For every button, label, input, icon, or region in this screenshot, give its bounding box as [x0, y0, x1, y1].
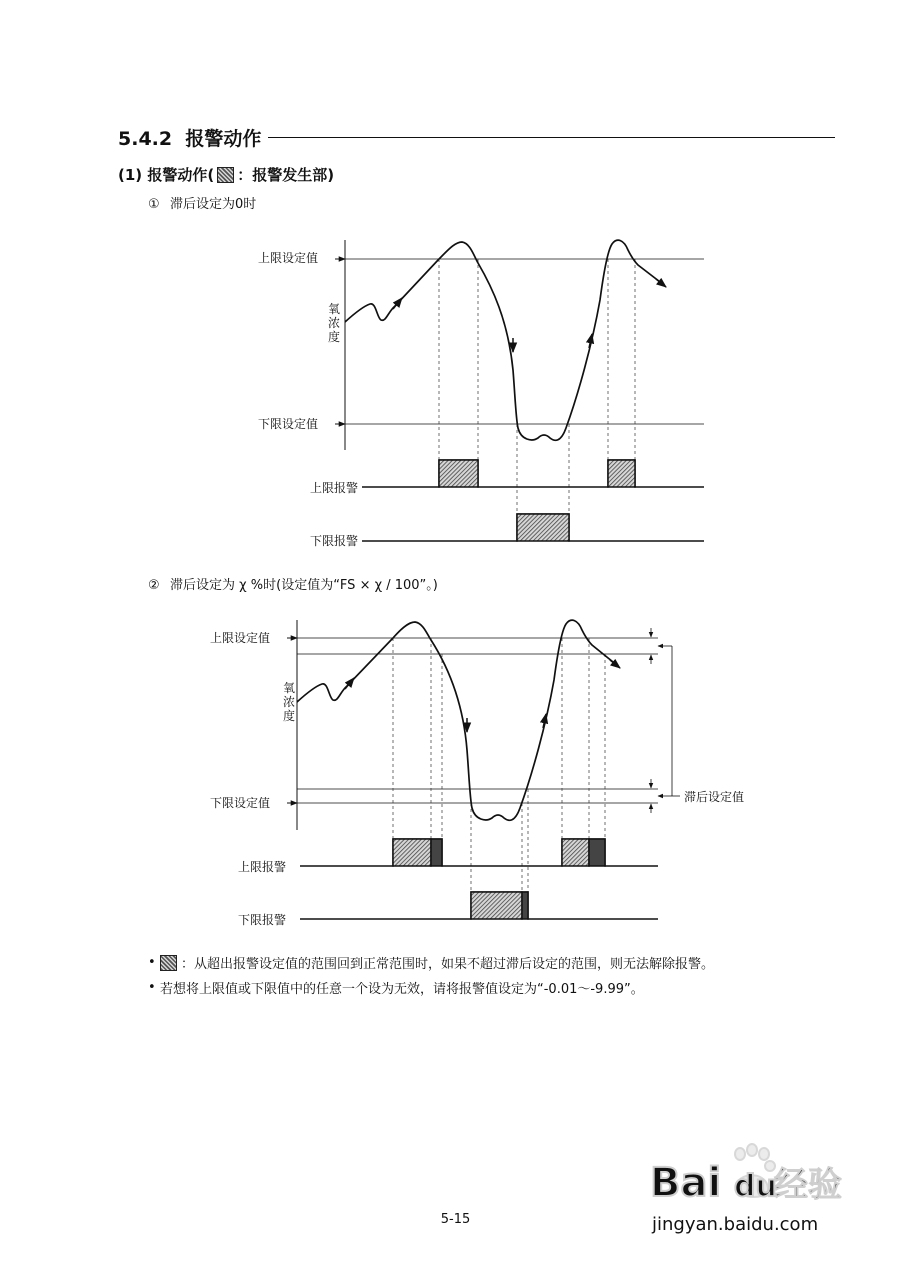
d1-lower-alarm-label: 下限报警 [309, 534, 358, 548]
d2-y-axis-label [283, 681, 295, 723]
d1-upper-alarm-signal [362, 460, 704, 487]
d1-arrow-end [656, 279, 666, 287]
d1-lower-setpoint-label: 下限设定值 [257, 417, 318, 431]
d2-hysteresis-label: 滞后设定值 [684, 790, 745, 804]
d2-upper-alarm-hold-2 [589, 839, 605, 866]
case1-text: 滞后设定为0时 [170, 197, 257, 212]
baidu-jingyan-watermark [648, 1138, 863, 1248]
d2-y-char-3: 度 [282, 709, 296, 723]
d2-y-char-2: 浓 [282, 695, 296, 709]
d1-upper-alarm-pulse-2 [608, 460, 635, 487]
watermark-brand-2: du [734, 1169, 777, 1204]
d1-dash-lines [439, 259, 635, 541]
d1-upper-setpoint-label: 上限设定值 [257, 251, 318, 265]
d1-lower-alarm-pulse [517, 514, 569, 541]
d2-lower-alarm-hold [522, 892, 528, 919]
d2-upper-alarm-pulse-1 [393, 839, 431, 866]
d1-y-char-3: 度 [327, 330, 341, 344]
case2-number: ② [148, 578, 160, 593]
d2-arrow-end [610, 660, 620, 668]
d2-y-char-1: 氧 [282, 681, 296, 695]
d1-y-char-2: 浓 [327, 316, 341, 330]
d2-upper-alarm-hold-1 [431, 839, 442, 866]
section-number: 5.4.2 [118, 128, 173, 150]
d2-upper-setpoint-label: 上限设定值 [209, 631, 270, 645]
subheading-suffix: ：报警发生部) [237, 166, 335, 184]
diagram1 [258, 240, 704, 548]
d2-hysteresis-markers [651, 628, 680, 813]
page-number: 5-15 [440, 1212, 471, 1227]
d2-lower-alarm-pulse [471, 892, 522, 919]
note-disable [148, 978, 644, 997]
d2-lower-alarm-label: 下限报警 [237, 913, 286, 927]
note-2-text: 若想将上限值或下限值中的任意一个设为无效，请将报警值设定为“-0.01～-9.99”。 [160, 982, 644, 997]
d2-upper-alarm-label: 上限报警 [237, 860, 286, 874]
subheading-prefix: (1) 报警动作( [118, 166, 215, 184]
d1-y-char-1: 氧 [327, 302, 341, 316]
diagram2 [210, 620, 744, 927]
watermark-cn: 经验 [774, 1165, 842, 1205]
d1-arrow-rise1 [393, 298, 402, 309]
section-title: 报警动作 [185, 128, 262, 150]
note-1-text: ：从超出报警设定值的范围回到正常范围时，如果不超过滞后设定的范围，则无法解除报警。 [181, 957, 715, 972]
bullet-icon: • [148, 955, 156, 970]
d2-upper-alarm-pulse-2 [562, 839, 589, 866]
watermark-url: jingyan.baidu.com [652, 1214, 819, 1235]
d1-upper-alarm-label: 上限报警 [309, 481, 358, 495]
d2-concentration-curve [297, 620, 618, 820]
d1-upper-alarm-pulse-1 [439, 460, 478, 487]
d2-dash-lines [393, 638, 605, 919]
bullet-icon: • [148, 980, 156, 995]
case2-label [148, 574, 438, 593]
d2-lower-setpoint-label: 下限设定值 [209, 796, 270, 810]
d1-y-axis-label [328, 302, 340, 344]
note-hysteresis [148, 953, 714, 972]
case1-number: ① [148, 197, 160, 212]
hatch-swatch-icon [160, 955, 177, 971]
d2-arrow-rise1 [345, 678, 354, 689]
case2-text: 滞后设定为 χ %时(设定值为“FS × χ / 100”。) [170, 578, 438, 593]
watermark-brand: Bai [650, 1160, 722, 1206]
d2-setpoint-lines [297, 638, 658, 803]
d1-concentration-curve [345, 240, 664, 440]
